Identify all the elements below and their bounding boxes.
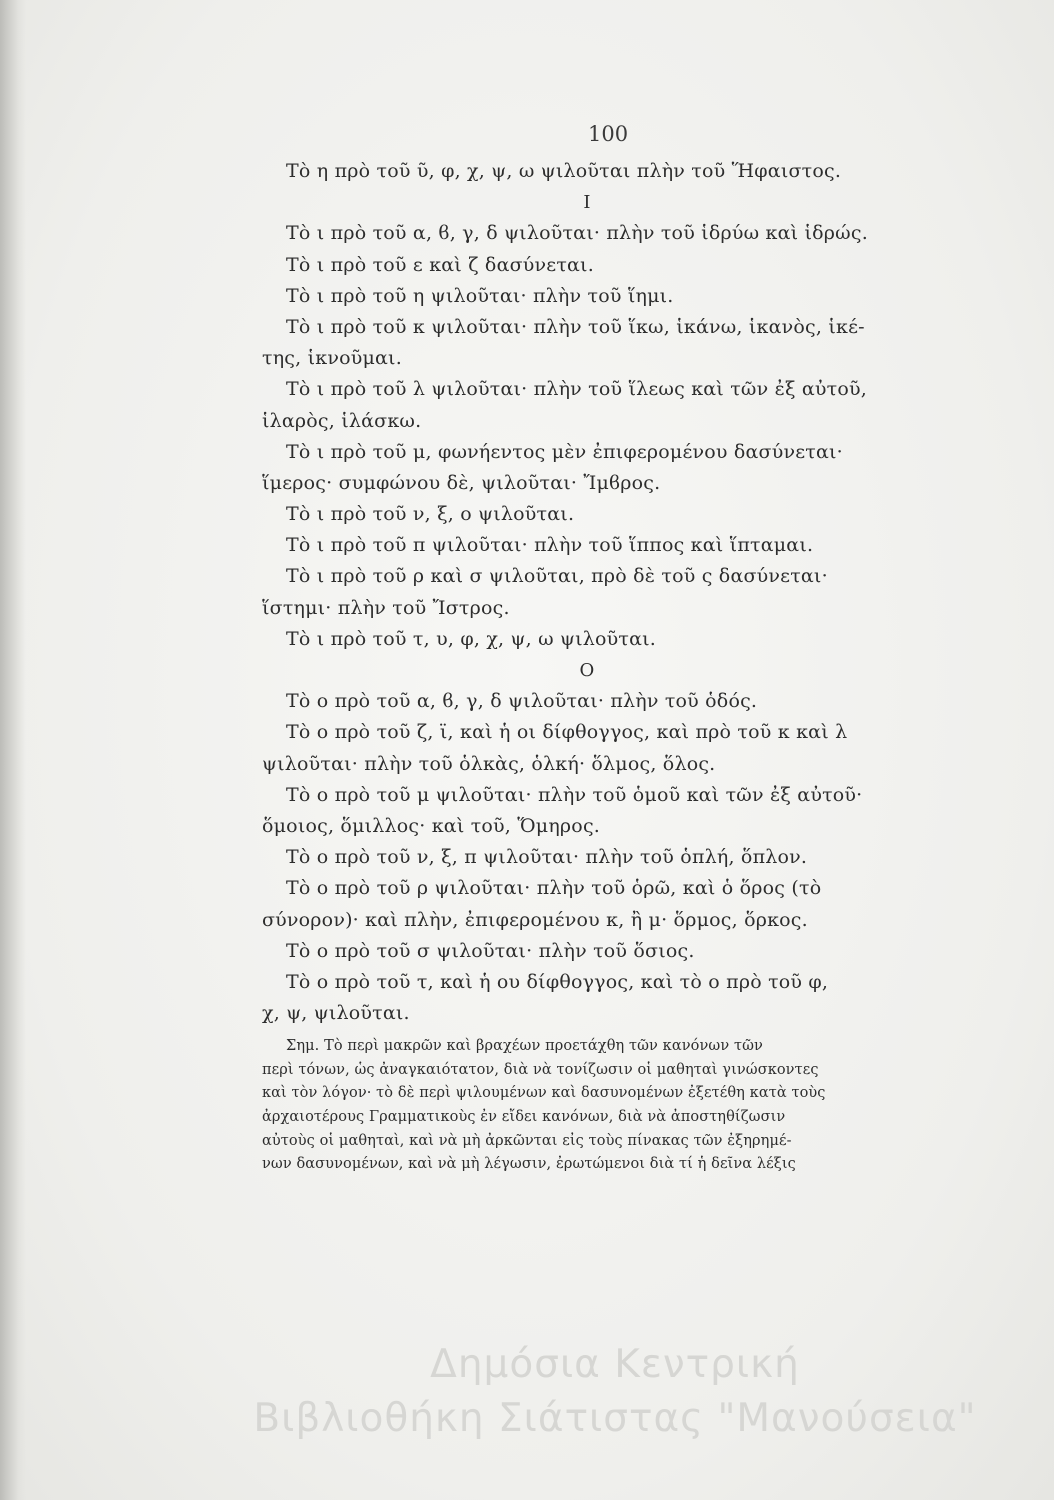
text-line: Τὸ ι πρὸ τοῦ ε καὶ ζ δασύνεται. [286, 253, 594, 276]
note-line: καὶ τὸν λόγον· τὸ δὲ περὶ ψιλουμένων καὶ δασυνομένων ἐξετέθη κατὰ τοὺς [262, 1085, 826, 1102]
note-line: ἀρχαιοτέρους Γραμματικοὺς ἐν εἴδει κανόνων, διὰ νὰ ἀποστηθίζωσιν [262, 1109, 786, 1126]
text-line: Τὸ ο πρὸ τοῦ ζ, ϊ, καὶ ἡ οι δίφθογγος, καὶ πρὸ τοῦ κ καὶ λ [286, 721, 848, 744]
footnote-block [262, 1035, 942, 1177]
watermark-line-2: Βιβλιοθήκη Σιάτιστας "Μανούσεια" [253, 1396, 977, 1441]
text-line: Ι [583, 192, 591, 214]
note-line: περὶ τόνων, ὡς ἀναγκαιότατον, διὰ νὰ τονίζωσιν οἱ μαθηταὶ γινώσκοντες [262, 1061, 819, 1078]
text-line: Τὸ ι πρὸ τοῦ λ ψιλοῦται· πλὴν τοῦ ἵλεως καὶ τῶν ἐξ αὐτοῦ, [286, 378, 868, 401]
text-line: Τὸ ι πρὸ τοῦ η ψιλοῦται· πλὴν τοῦ ἵημι. [286, 284, 674, 307]
main-text-block [262, 156, 942, 1029]
text-line: Τὸ ι πρὸ τοῦ α, ϐ, γ, δ ψιλοῦται· πλὴν τοῦ ἱδρύω καὶ ἱδρώς. [286, 222, 868, 245]
page-text [262, 156, 942, 1177]
page-edge-shadow [0, 0, 26, 1500]
library-watermark [220, 1338, 1010, 1446]
text-line: ἵστημι· πλὴν τοῦ Ἴστρος. [262, 596, 510, 619]
text-line: Τὸ ι πρὸ τοῦ κ ψιλοῦται· πλὴν τοῦ ἵκω, ἱκάνω, ἱκανὸς, ἱκέ- [286, 315, 865, 338]
watermark-line-1: Δημόσια Κεντρική [430, 1342, 800, 1387]
text-line: Τὸ ο πρὸ τοῦ σ ψιλοῦται· πλὴν τοῦ ὅσιος. [286, 939, 695, 962]
text-line: χ, ψ, ψιλοῦται. [262, 1002, 410, 1025]
note-line: αὐτοὺς οἱ μαθηταὶ, καὶ νὰ μὴ ἀρκῶνται εἰς τοὺς πίνακας τῶν ἐξηρημέ- [262, 1132, 792, 1149]
text-line: Ο [579, 660, 595, 681]
note-line: νων δασυνομένων, καὶ νὰ μὴ λέγωσιν, ἐρωτώμενοι διὰ τί ἡ δεῖνα λέξις [262, 1156, 796, 1173]
text-line: Τὸ ι πρὸ τοῦ ρ καὶ σ ψιλοῦται, πρὸ δὲ τοῦ ς δασύνεται· [286, 565, 828, 588]
note-line: Σημ. Τὸ περὶ μακρῶν καὶ βραχέων προετάχθη τῶν κανόνων τῶν [286, 1038, 763, 1055]
text-line: Τὸ ι πρὸ τοῦ τ, υ, φ, χ, ψ, ω ψιλοῦται. [286, 627, 657, 650]
text-line: ψιλοῦται· πλὴν τοῦ ὁλκὰς, ὁλκή· ὅλμος, ὅλος. [262, 752, 716, 775]
text-line: Τὸ ο πρὸ τοῦ μ ψιλοῦται· πλὴν τοῦ ὁμοῦ καὶ τῶν ἐξ αὐτοῦ· [286, 783, 863, 806]
text-line: σύνορον)· καὶ πλὴν, ἐπιφερομένου κ, ἢ μ· ὅρμος, ὅρκος. [262, 908, 808, 931]
text-line: Τὸ ι πρὸ τοῦ ν, ξ, ο ψιλοῦται. [286, 503, 575, 526]
text-line: Τὸ ο πρὸ τοῦ α, ϐ, γ, δ ψιλοῦται· πλὴν τοῦ ὁδός. [286, 690, 758, 713]
text-line: Τὸ η πρὸ τοῦ ῦ, φ, χ, ψ, ω ψιλοῦται πλὴν τοῦ Ἥφαιστος. [286, 160, 842, 182]
text-line: ὅμοιος, ὅμιλλος· καὶ τοῦ, Ὅμηρος. [262, 814, 601, 837]
page-number: 100 [588, 122, 629, 146]
text-line: ἵμερος· συμφώνου δὲ, ψιλοῦται· Ἴμϐρος. [262, 471, 661, 494]
text-line: Τὸ ι πρὸ τοῦ π ψιλοῦται· πλὴν τοῦ ἵππος καὶ ἵπταμαι. [286, 534, 814, 557]
text-line: Τὸ ο πρὸ τοῦ τ, καὶ ἡ ου δίφθογγος, καὶ τὸ ο πρὸ τοῦ φ, [286, 970, 829, 993]
text-line: Τὸ ο πρὸ τοῦ ρ ψιλοῦται· πλὴν τοῦ ὁρῶ, καὶ ὁ ὅρος (τὸ [286, 877, 822, 900]
text-line: Τὸ ι πρὸ τοῦ μ, φωνήεντος μὲν ἐπιφερομένου δασύνεται· [286, 440, 843, 463]
text-line: της, ἱκνοῦμαι. [262, 347, 402, 370]
text-line: ἱλαρὸς, ἱλάσκω. [262, 409, 422, 432]
text-line: Τὸ ο πρὸ τοῦ ν, ξ, π ψιλοῦται· πλὴν τοῦ ὁπλή, ὅπλον. [286, 846, 808, 869]
